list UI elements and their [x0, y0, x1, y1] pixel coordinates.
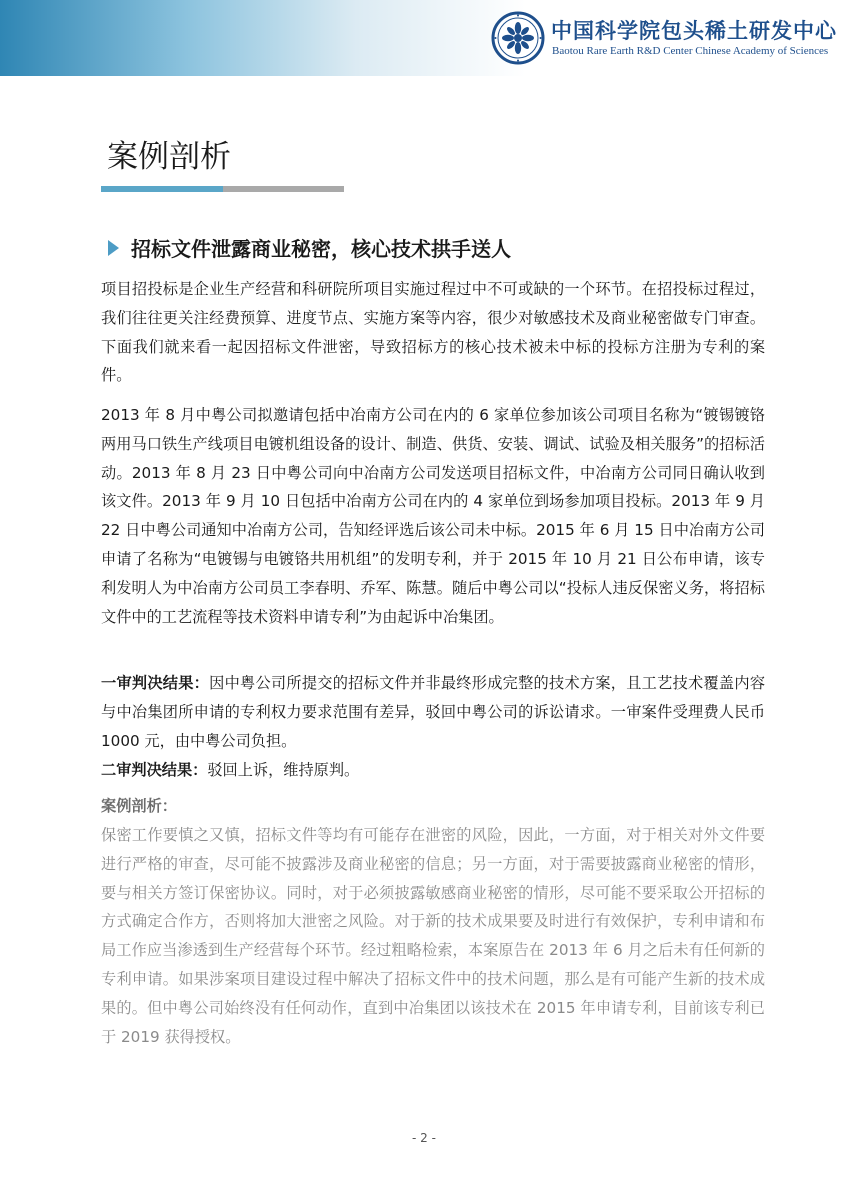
first-judgment-label: 一审判决结果： [101, 674, 210, 692]
second-judgment-paragraph [101, 756, 765, 785]
analysis-paragraph: 保密工作要慎之又慎，招标文件等均有可能存在泄密的风险，因此，一方面，对于相关对外文件要进行严格的审查，尽可能不披露涉及商业秘密的信息；另一方面，对于需要披露商业秘密的情形，要与相关方签订保密协议。同时，对于必须披露敏感商业秘密的情形，尽可能不要采取公开招标的方式确定合作方，否则将加大泄密之风险。对于新的技术成果要及时进行有效保护，专利申请和布局工作应当渗透到生产经营每个环节。经过粗略检索，本案原告在 2013 年 6 月之后未有任何新的专利申请。如果涉案项目建设过程中解决了招标文件中的技术问题，那么是有可能产生新的技术成果的。但中粤公司始终没有任何动作，直到中冶集团以该技术在 2015 年申请专利，目前该专利已于 2019 获得授权。 [101, 826, 765, 1046]
intro-paragraph: 项目招投标是企业生产经营和科研院所项目实施过程过中不可或缺的一个环节。在招投标过程过，我们往往更关注经费预算、进度节点、实施方案等内容，很少对敏感技术及商业秘密做专门审查。下面我们就来看一起因招标文件泄密，导致招标方的核心技术被未中标的投标方注册为专利的案件。 [101, 280, 765, 385]
second-judgment-label: 二审判决结果： [101, 761, 208, 779]
analysis-heading: 案例剖析： [101, 797, 177, 815]
page-title: 案例剖析 [107, 139, 231, 175]
first-judgment-paragraph [101, 669, 765, 755]
org-logo [491, 11, 843, 65]
title-underline-gray [223, 186, 344, 192]
section-heading: 招标文件泄露商业秘密，核心技术拱手送人 [131, 237, 511, 261]
org-name-cn: 中国科学院包头稀土研发中心 [551, 18, 837, 43]
title-underline-accent [101, 186, 223, 192]
cas-emblem-icon [491, 11, 545, 65]
page-number: - 2 - [412, 1131, 436, 1145]
first-judgment-text: 因中粤公司所提交的招标文件并非最终形成完整的技术方案，且工艺技术覆盖内容与中冶集团所申请的专利权力要求范围有差异，驳回中粤公司的诉讼请求。一审案件受理费人民币 1000 元，由中粤公司负担。 [101, 674, 766, 750]
org-name-en: Baotou Rare Earth R&D Center Chinese Academy of Sciences [552, 45, 829, 57]
second-judgment-text: 驳回上诉，维持原判。 [207, 761, 360, 779]
triangle-right-icon [108, 240, 119, 256]
case-facts-paragraph: 2013 年 8 月中粤公司拟邀请包括中冶南方公司在内的 6 家单位参加该公司项目名称为“镀锡镀铬两用马口铁生产线项目电镀机组设备的设计、制造、供货、安装、调试、试验及相关服务”的招标活动。2013 年 8 月 23 日中粤公司向中冶南方公司发送项目招标文件，中冶南方公司同日确认收到该文件。2013 年 9 月 10 日包括中冶南方公司在内的 4 家单位到场参加项目投标。2013 年 9 月 22 日中粤公司通知中冶南方公司，告知经评选后该公司未中标。2015 年 6 月 15 日中冶南方公司申请了名称为“电镀锡与电镀铬共用机组”的发明专利，并于 2015 年 10 月 21 日公布申请，该专利发明人为中冶南方公司员工李春明、乔军、陈慧。随后中粤公司以“投标人违反保密义务，将招标文件中的工艺流程等技术资料申请专利”为由起诉中冶集团。 [101, 406, 765, 626]
